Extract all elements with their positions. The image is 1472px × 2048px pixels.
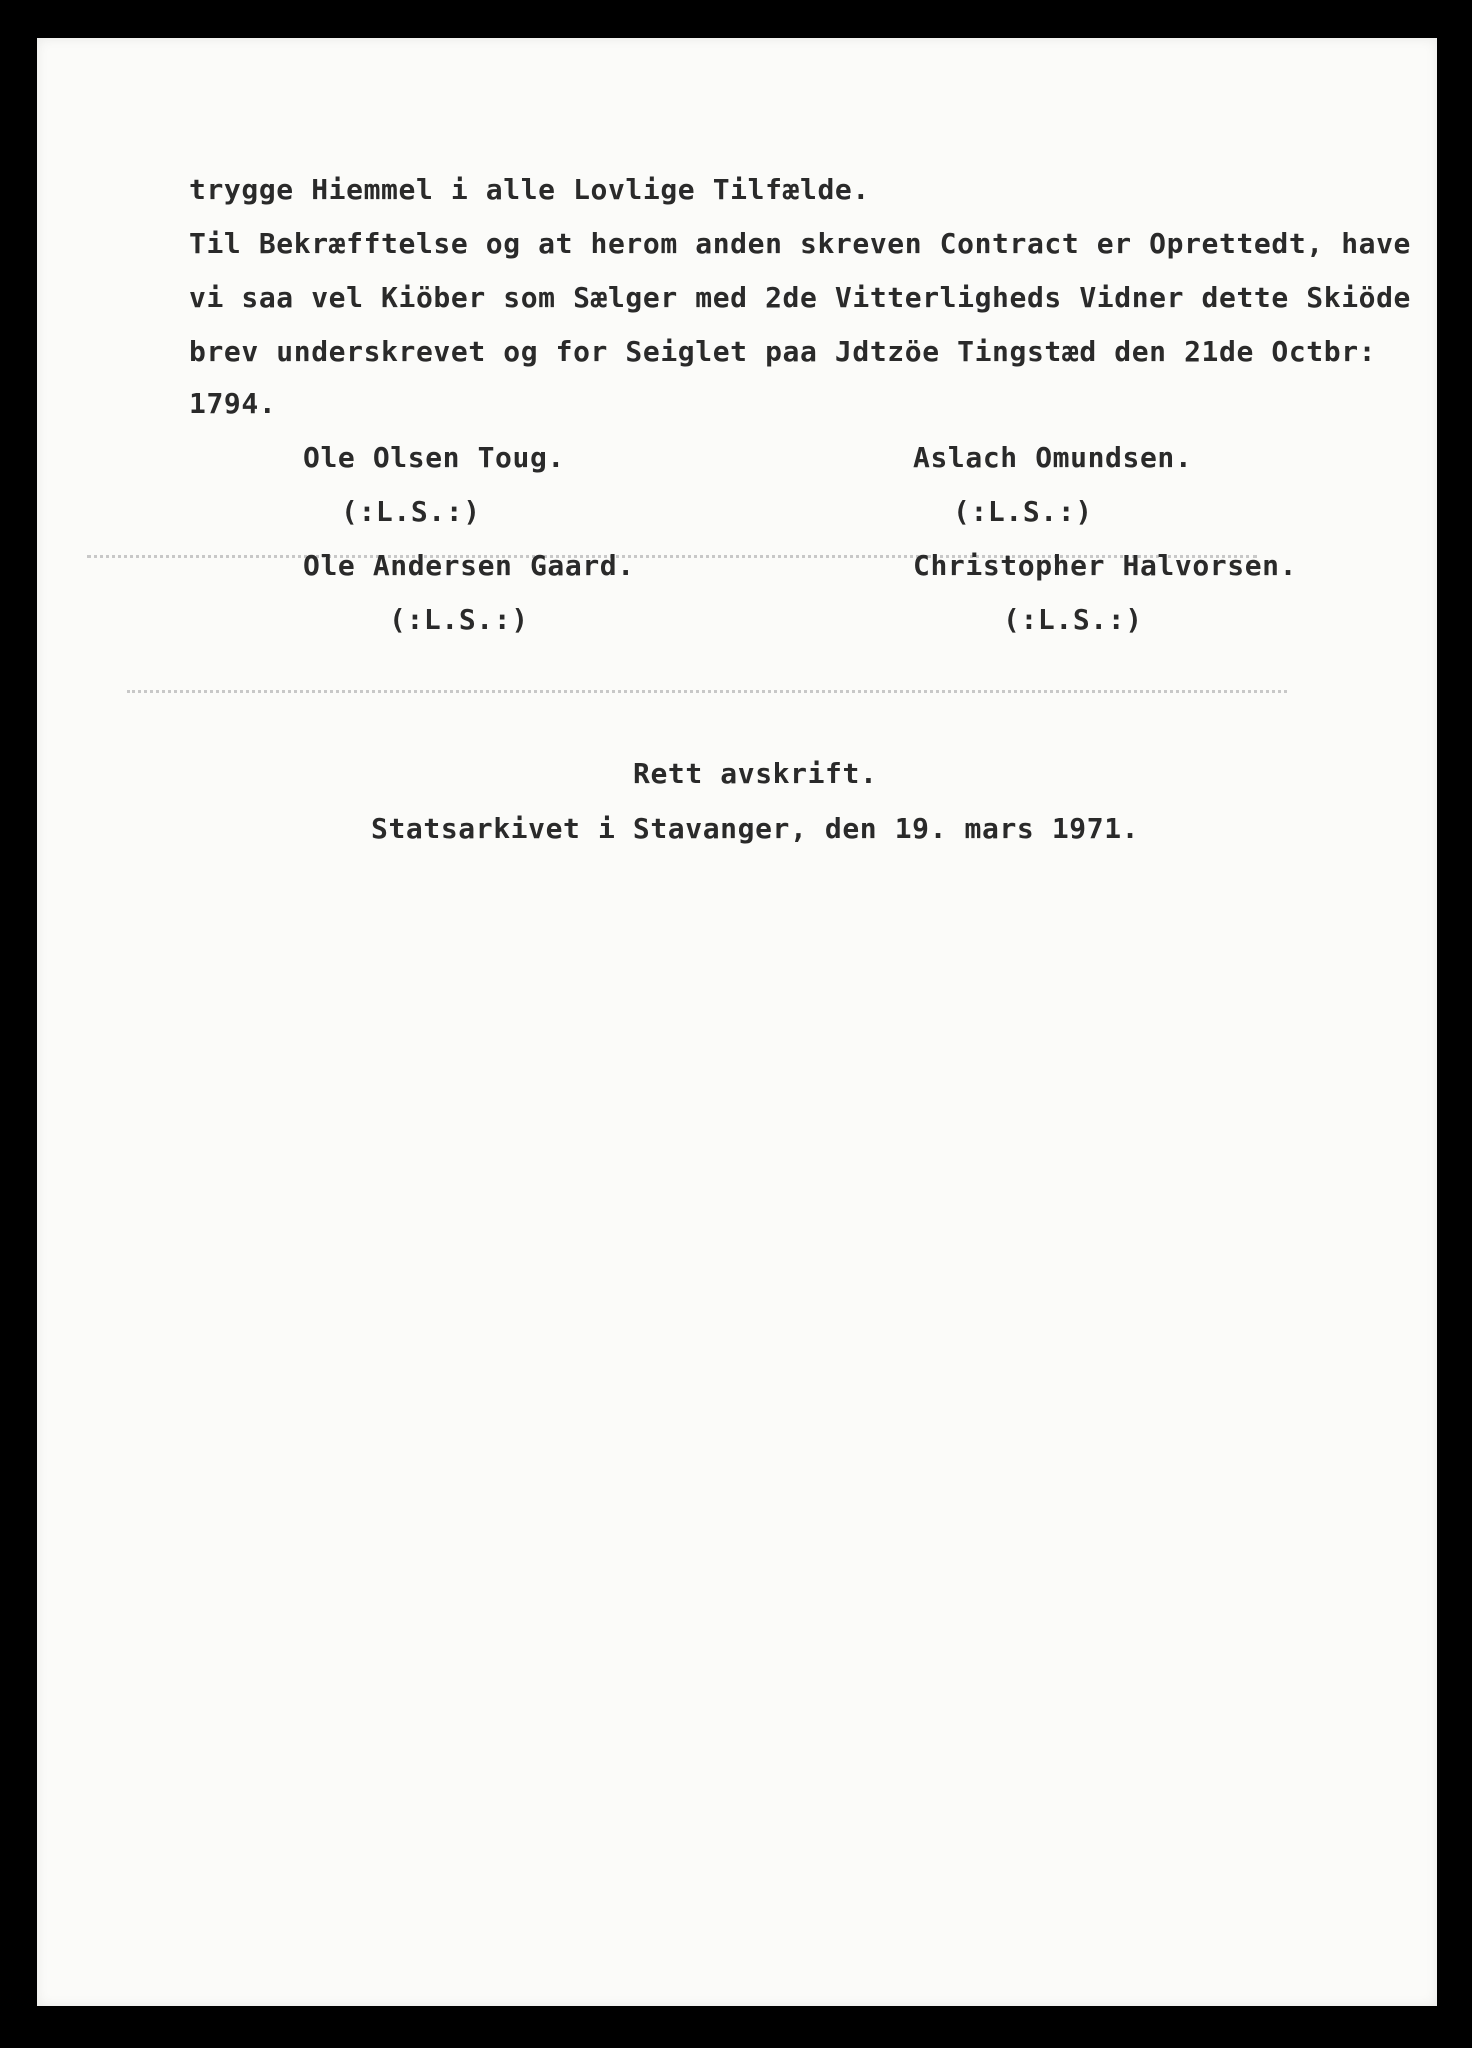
signature-name-left-2: Ole Andersen Gaard. [303, 549, 635, 582]
document-page [37, 38, 1437, 2006]
signature-name-right-1: Aslach Omundsen. [913, 441, 1193, 474]
seal-left-2: (:L.S.:) [389, 603, 529, 636]
signature-name-right-2: Christopher Halvorsen. [913, 549, 1298, 582]
certification-place-date: Statsarkivet i Stavanger, den 19. mars 1971. [371, 812, 1140, 845]
seal-left-1: (:L.S.:) [341, 495, 481, 528]
signature-name-left-1: Ole Olsen Toug. [303, 441, 565, 474]
body-line-4: brev underskrevet og for Seiglet paa Jdtzöe Tingstæd den 21de Octbr: [189, 335, 1377, 368]
seal-right-2: (:L.S.:) [1003, 603, 1143, 636]
seal-right-1: (:L.S.:) [953, 495, 1093, 528]
body-line-2: Til Bekræfftelse og at herom anden skreven Contract er Oprettedt, have [189, 227, 1412, 260]
body-line-1: trygge Hiemmel i alle Lovlige Tilfælde. [189, 173, 870, 206]
body-line-5: 1794. [189, 387, 277, 420]
certification-heading: Rett avskrift. [633, 757, 878, 790]
body-line-3: vi saa vel Kiöber som Sælger med 2de Vitterligheds Vidner dette Skiöde [189, 281, 1412, 314]
dotted-divider [127, 690, 1287, 693]
